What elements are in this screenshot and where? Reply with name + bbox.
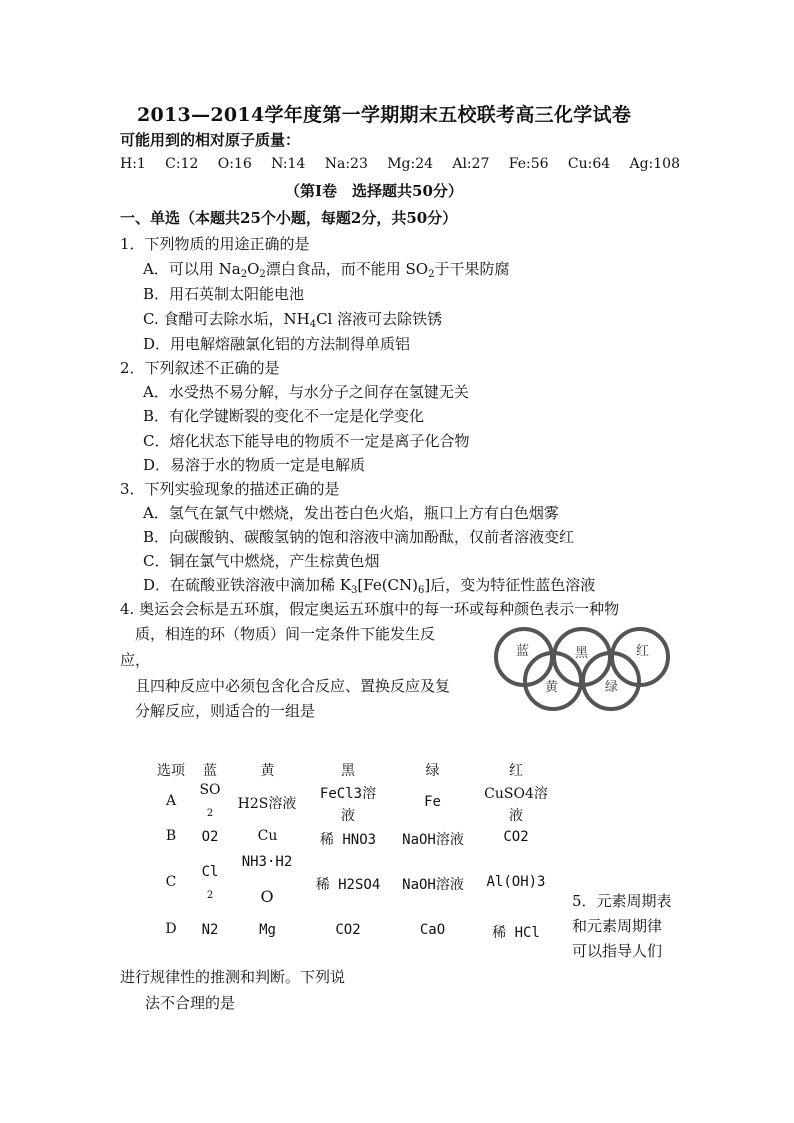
q5-right-line-2: 和元素周期律 xyxy=(572,917,663,935)
q1-option-c: C. 食醋可去除水垢，$NH_4Cl$ 溶液可去除铁锈 xyxy=(143,310,443,330)
ring-label-green: 绿 xyxy=(605,680,619,695)
q3-option-d: D．在硫酸亚铁溶液中滴加稀 $K_3[Fe(CN)_6]$后，变为特征性蓝色溶液 xyxy=(143,576,596,596)
atomic-mass-item: Na:23 xyxy=(324,156,368,172)
table-cell-blue: O2 xyxy=(201,829,219,845)
part-heading: （第Ⅰ卷 选择题共50分） xyxy=(285,182,463,200)
q2-option-c: C．熔化状态下能导电的物质不一定是离子化合物 xyxy=(143,432,470,450)
ring-label-red: 红 xyxy=(636,644,650,659)
table-cell-blue-subscript: 2 xyxy=(206,808,214,819)
atomic-mass-item: N:14 xyxy=(271,156,306,172)
q1-option-b: B．用石英制太阳能电池 xyxy=(143,285,305,303)
olympic-rings-figure xyxy=(492,625,672,711)
q3-option-a: A．氢气在氯气中燃烧，发出苍白色火焰，瓶口上方有白色烟雾 xyxy=(143,504,559,522)
table-cell-blue-subscript: 2 xyxy=(206,890,214,901)
q4-line-1: 4. 奥运会会标是五环旗，假定奥运五环旗中的每一环或每种颜色表示一种物 xyxy=(120,600,620,618)
table-cell-blue: Cl xyxy=(201,864,219,880)
table-cell-black: 稀 HNO3 xyxy=(319,832,377,848)
table-cell-black: FeCl3溶 xyxy=(319,786,377,802)
atomic-mass-item: Ag:108 xyxy=(629,156,680,172)
q2-option-d: D．易溶于水的物质一定是电解质 xyxy=(143,456,366,474)
table-header: 黑 xyxy=(341,763,355,779)
table-cell-blue: SO xyxy=(199,782,221,798)
table-cell-yellow: NH3·H2 xyxy=(241,854,293,870)
table-cell-option: B xyxy=(165,828,177,844)
section-heading: 一、单选（本题共25个小题，每题2分，共50分） xyxy=(120,209,458,227)
q5-right-line-1: 5．元素周期表 xyxy=(572,892,672,910)
table-cell-yellow: Mg xyxy=(259,922,276,938)
atomic-mass-item: C:12 xyxy=(165,156,199,172)
table-cell-red: CO2 xyxy=(503,829,529,845)
q4-line-4: 且四种反应中必须包含化合反应、置换反应及复 xyxy=(135,677,451,695)
exam-title: 2013—2014学年度第一学期期末五校联考高三化学试卷 xyxy=(137,104,632,126)
q3-option-b: B．向碳酸钠、碳酸氢钠的饱和溶液中滴加酚酞，仅前者溶液变红 xyxy=(143,528,575,546)
atomic-mass-item: H:1 xyxy=(120,156,146,172)
table-cell-black: CO2 xyxy=(335,922,361,938)
q1-option-a: A．可以用 $Na_2O_2$漂白食品，而不能用 $SO_2$于干果防腐 xyxy=(143,260,510,280)
table-cell-green: NaOH溶液 xyxy=(402,877,464,893)
table-cell-red-cont: 液 xyxy=(509,808,523,824)
atomic-mass-item: Al:27 xyxy=(452,156,490,172)
ring-label-blue: 蓝 xyxy=(516,644,530,659)
table-cell-green: NaOH溶液 xyxy=(402,832,464,848)
q1-stem: 1．下列物质的用途正确的是 xyxy=(120,235,310,253)
table-cell-yellow-cont: O xyxy=(260,887,274,906)
table-cell-yellow: H2S溶液 xyxy=(237,796,297,812)
q5-line-2: 法不合理的是 xyxy=(145,994,236,1012)
table-cell-red: 稀 HCl xyxy=(492,925,540,941)
table-cell-option: C xyxy=(165,874,177,890)
q4-line-5: 分解反应，则适合的一组是 xyxy=(135,702,316,720)
q3-option-c: C．铜在氯气中燃烧，产生棕黄色烟 xyxy=(143,552,380,570)
atomic-mass-label: 可能用到的相对原子质量： xyxy=(120,131,301,149)
table-cell-blue: N2 xyxy=(201,922,219,938)
table-header: 蓝 xyxy=(203,763,217,779)
atomic-mass-item: Fe:56 xyxy=(508,156,549,172)
table-cell-red: CuSO4溶 xyxy=(484,786,548,802)
table-header: 红 xyxy=(509,763,523,779)
q1-option-d: D．用电解熔融氯化铝的方法制得单质铝 xyxy=(143,335,411,353)
ring-label-yellow: 黄 xyxy=(545,680,559,695)
q4-line-3: 应， xyxy=(120,651,151,669)
table-cell-yellow: Cu xyxy=(257,828,278,844)
table-cell-red: Al(OH)3 xyxy=(486,874,546,890)
q2-option-b: B．有化学键断裂的变化不一定是化学变化 xyxy=(143,407,425,425)
table-header: 绿 xyxy=(425,763,440,779)
q2-option-a: A．水受热不易分解，与水分子之间存在氢键无关 xyxy=(143,383,469,401)
table-header: 黄 xyxy=(260,763,275,779)
ring-label-black: 黑 xyxy=(575,646,589,661)
q4-line-2: 质，相连的环（物质）间一定条件下能发生反 xyxy=(135,625,436,643)
table-cell-green: CaO xyxy=(419,922,446,938)
q3-stem: 3．下列实验现象的描述正确的是 xyxy=(120,480,340,498)
atomic-mass-list xyxy=(120,156,680,172)
table-cell-green: Fe xyxy=(424,794,441,810)
atomic-mass-item: O:16 xyxy=(217,156,252,172)
table-cell-option: A xyxy=(165,793,177,809)
table-cell-black: 稀 H2SO4 xyxy=(315,877,381,893)
atomic-mass-item: Mg:24 xyxy=(387,156,434,172)
q2-stem: 2．下列叙述不正确的是 xyxy=(120,359,280,377)
q5-right-line-3: 可以指导人们 xyxy=(572,942,663,960)
q5-line-1: 进行规律性的推测和判断。下列说 xyxy=(120,968,346,986)
table-header: 选项 xyxy=(157,763,185,779)
table-cell-option: D xyxy=(165,921,177,937)
atomic-mass-item: Cu:64 xyxy=(567,156,611,172)
table-cell-black-cont: 液 xyxy=(341,808,355,824)
